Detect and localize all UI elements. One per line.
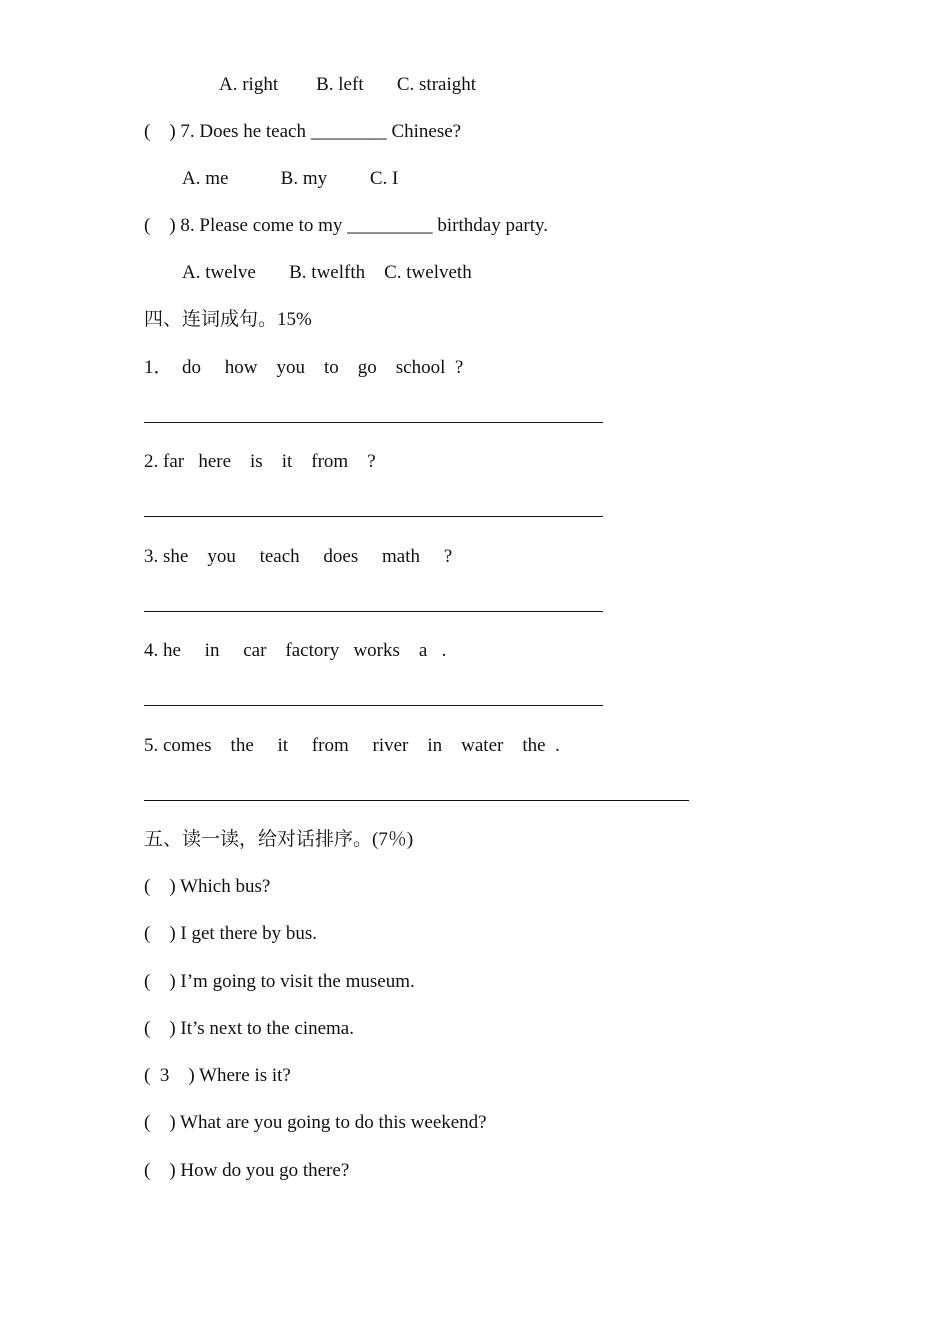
dialogue-line-7: ( ) How do you go there? [144,1160,350,1181]
answer-line-5 [144,800,689,801]
sentence-1-words: 1． do how you to go school ? [144,357,464,378]
section-five-title: 五、读一读，给对话排序。(7％) [144,829,414,850]
q7-question: ( ) 7. Does he teach ________ Chinese? [144,121,462,142]
sentence-5-words: 5. comes the it from river in water the . [144,735,560,756]
sentence-2-words: 2. far here is it from ? [144,451,376,472]
dialogue-line-5: ( 3 ) Where is it? [144,1065,291,1086]
answer-line-2 [144,516,603,517]
q7-options: A. me B. my C. I [182,168,399,189]
q8-options: A. twelve B. twelfth C. twelveth [182,262,472,283]
sentence-4-words: 4. he in car factory works a . [144,640,447,661]
section-four-title: 四、连词成句。15% [144,309,312,330]
dialogue-line-3: ( ) I’m going to visit the museum. [144,971,415,992]
q6-options: A. right B. left C. straight [219,74,477,95]
dialogue-line-4: ( ) It’s next to the cinema. [144,1018,354,1039]
answer-line-1 [144,422,603,423]
answer-line-3 [144,611,603,612]
q8-question: ( ) 8. Please come to my _________ birthday party. [144,215,549,236]
dialogue-line-2: ( ) I get there by bus. [144,923,318,944]
dialogue-line-1: ( ) Which bus? [144,876,271,897]
answer-line-4 [144,705,603,706]
sentence-3-words: 3. she you teach does math ? [144,546,453,567]
dialogue-line-6: ( ) What are you going to do this weekend? [144,1112,487,1133]
